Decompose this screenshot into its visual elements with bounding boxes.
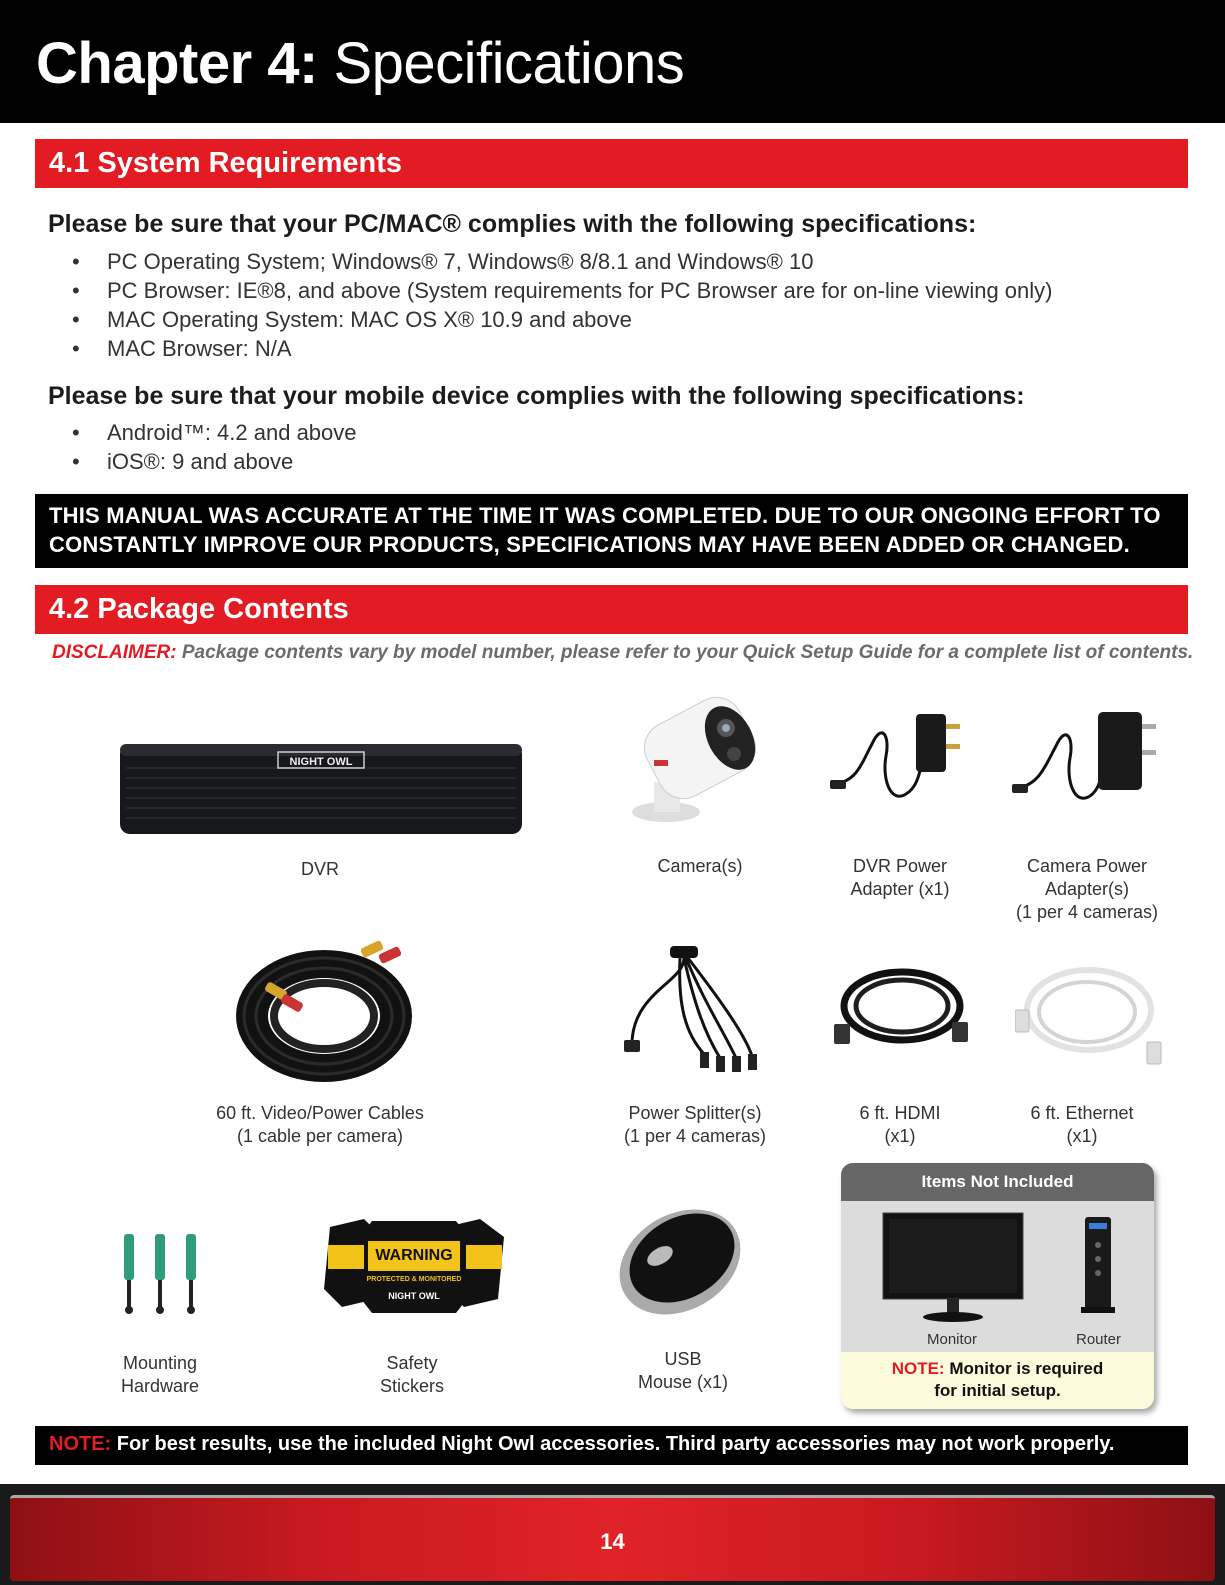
router-image — [1081, 1215, 1115, 1315]
safety-stickers-image — [316, 1215, 512, 1315]
camera-power-caption: Camera Power Adapter(s) (1 per 4 cameras) — [1015, 856, 1159, 922]
monitor-label: Monitor — [927, 1331, 978, 1348]
accuracy-warning-box — [35, 494, 1188, 568]
mouse-caption: USB Mouse (x1) — [637, 1349, 729, 1392]
section-heading-package-contents: 4.2 Package Contents — [35, 585, 1188, 634]
sticker-sub-text: PROTECTED & MONITORED — [366, 1276, 462, 1283]
list-item: • Android™: 4.2 and above — [72, 420, 357, 445]
disclaimer: DISCLAIMER: Package contents vary by model number, please refer to your Quick Setup Guide for a complete list of contents. — [52, 642, 1194, 663]
items-not-included-box — [841, 1163, 1154, 1409]
accessories-note: NOTE: For best results, use the included Night Owl accessories. Third party accessories may not work properly. — [35, 1426, 1188, 1465]
ethernet-caption: 6 ft. Ethernet (x1) — [1030, 1103, 1134, 1146]
dvr-caption: DVR — [300, 859, 339, 879]
chapter-header — [0, 0, 1225, 123]
mounting-caption: Mounting Hardware — [120, 1353, 200, 1396]
ethernet-cable-image — [1015, 962, 1163, 1068]
monitor-required-note: NOTE: Monitor is required for initial setup. — [841, 1352, 1154, 1409]
camera-image — [628, 690, 758, 826]
power-splitter-image — [624, 942, 764, 1074]
cables-caption: 60 ft. Video/Power Cables (1 cable per camera) — [216, 1103, 424, 1146]
sticker-brand-text: NIGHT OWL — [388, 1291, 440, 1301]
chapter-title: Chapter 4: Specifications — [36, 31, 685, 96]
warning-line-1: THIS MANUAL WAS ACCURATE AT THE TIME IT WAS COMPLETED. DUE TO OUR ONGOING EFFORT TO — [49, 503, 1161, 528]
mounting-hardware-image — [118, 1232, 204, 1314]
list-item: • PC Browser: IE®8, and above (System requirements for PC Browser are for on-line viewing only) — [72, 278, 1053, 303]
hdmi-caption: 6 ft. HDMI (x1) — [859, 1103, 941, 1146]
dvr-image — [118, 738, 524, 840]
camera-caption: Camera(s) — [657, 856, 743, 876]
page-footer — [0, 1484, 1225, 1585]
dvr-power-adapter-image — [828, 708, 978, 808]
usb-mouse-image — [610, 1202, 750, 1322]
list-item: • iOS®: 9 and above — [72, 449, 294, 474]
monitor-image — [881, 1211, 1025, 1327]
list-item: • MAC Operating System: MAC OS X® 10.9 and above — [72, 307, 632, 332]
list-item: • MAC Browser: N/A — [72, 336, 292, 361]
page-number: 14 — [600, 1529, 625, 1554]
items-not-included-title: Items Not Included — [841, 1163, 1154, 1201]
pc-requirements-lead: Please be sure that your PC/MAC® complies with the following specifications: — [48, 210, 977, 238]
dvr-brand-label: NIGHT OWL — [289, 756, 353, 768]
router-label: Router — [1076, 1331, 1122, 1348]
video-power-cables-image — [231, 940, 417, 1086]
camera-power-adapter-image — [1010, 708, 1165, 808]
sticker-warning-text: WARNING — [375, 1247, 453, 1264]
dvr-power-caption: DVR Power Adapter (x1) — [850, 856, 950, 899]
stickers-caption: Safety Stickers — [379, 1353, 444, 1396]
splitter-caption: Power Splitter(s) (1 per 4 cameras) — [623, 1103, 767, 1146]
hdmi-cable-image — [834, 962, 970, 1062]
section-heading-system-requirements: 4.1 System Requirements — [35, 139, 1188, 188]
warning-line-2: CONSTANTLY IMPROVE OUR PRODUCTS, SPECIFICATIONS MAY HAVE BEEN ADDED OR CHANGED. — [49, 532, 1130, 557]
list-item: • PC Operating System; Windows® 7, Windows® 8/8.1 and Windows® 10 — [72, 249, 814, 274]
mobile-requirements-lead: Please be sure that your mobile device complies with the following specifications: — [48, 382, 1025, 410]
